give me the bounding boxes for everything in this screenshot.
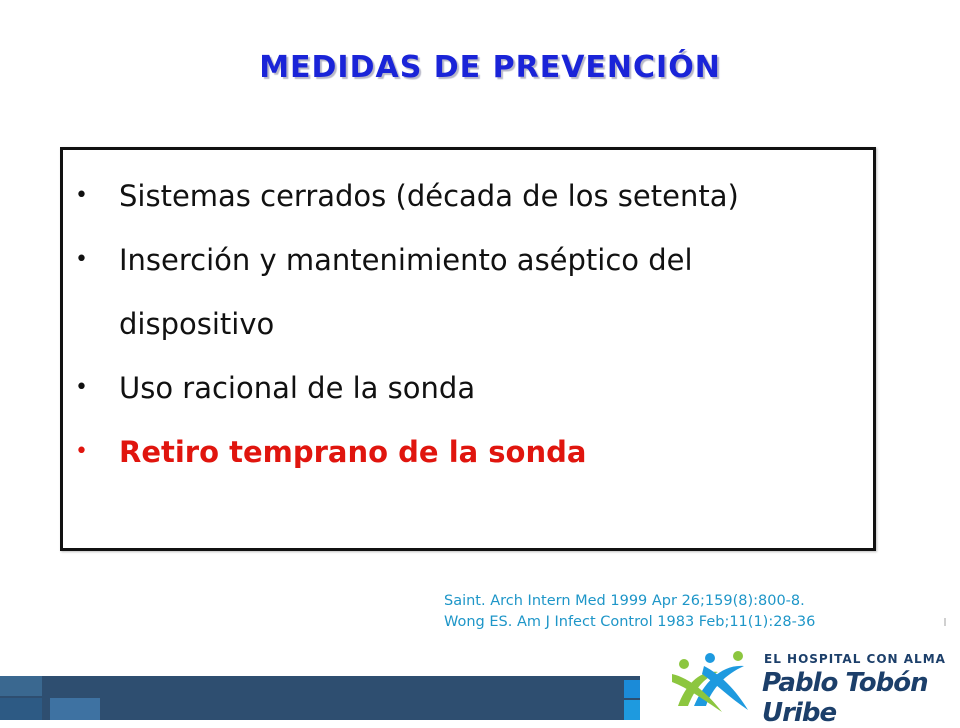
bullet-list: [63, 164, 873, 484]
bullet-text: Uso racional de la sonda: [119, 371, 476, 405]
footer-accent: [624, 700, 640, 720]
logo-tagline: EL HOSPITAL CON ALMA: [764, 652, 946, 666]
bullet-item: [63, 356, 873, 420]
bullet-dot: •: [75, 375, 88, 400]
bullet-item-highlight: [63, 420, 873, 484]
decorative-tick: [944, 618, 946, 626]
bullet-item: [63, 164, 873, 228]
footer-square: [50, 698, 100, 720]
bullet-box: [60, 147, 876, 551]
footer-square: [0, 698, 42, 720]
bullet-item: [63, 228, 873, 356]
footer-square: [0, 676, 42, 696]
slide-title: MEDIDAS DE PREVENCIÓN: [259, 50, 721, 85]
logo-name: Pablo Tobón Uribe: [762, 668, 928, 728]
bullet-dot: •: [75, 183, 88, 208]
bullet-text: Inserción y mantenimiento aséptico del dispositivo: [119, 243, 693, 341]
references: [444, 591, 815, 633]
bullet-text: Sistemas cerrados (década de los setenta): [119, 179, 739, 213]
bullet-dot: •: [75, 247, 88, 272]
reference-line: Saint. Arch Intern Med 1999 Apr 26;159(8):800-8.: [444, 593, 805, 609]
bullet-text: Retiro temprano de la sonda: [119, 435, 587, 469]
bullet-dot: •: [75, 439, 88, 464]
reference-line: Wong ES. Am J Infect Control 1983 Feb;11(1):28-36: [444, 614, 816, 630]
footer-accent: [624, 680, 640, 698]
